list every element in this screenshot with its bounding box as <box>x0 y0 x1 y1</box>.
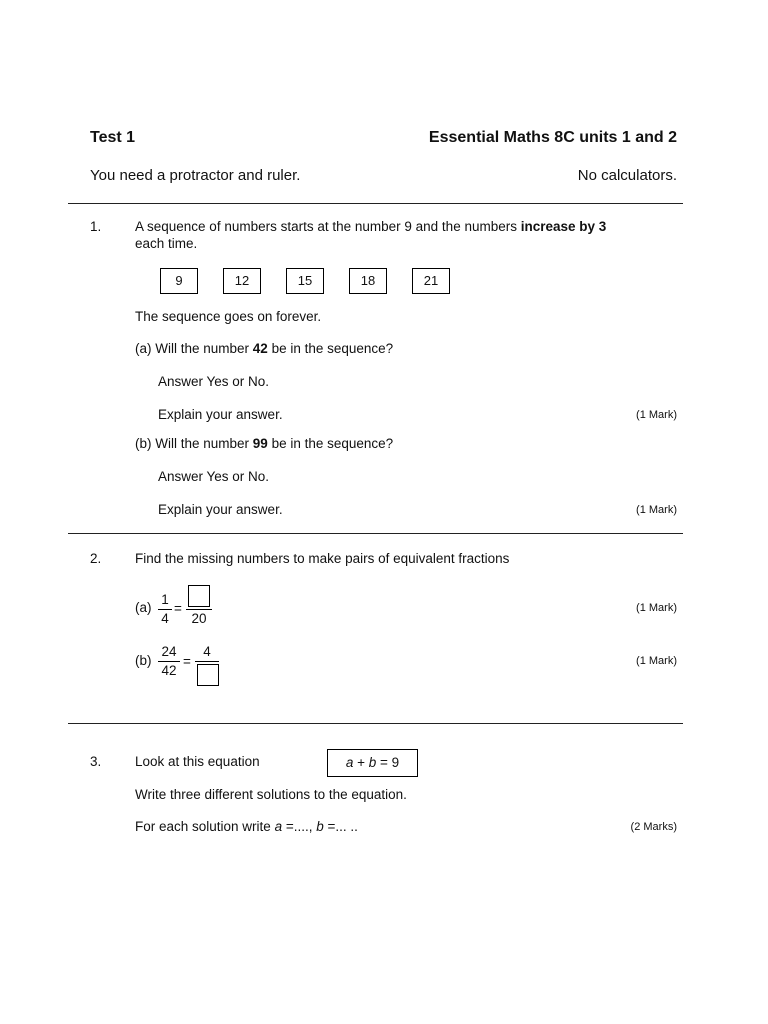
sequence-box: 18 <box>349 268 387 294</box>
mark-label: (1 Mark) <box>636 655 677 667</box>
fraction-numerator: 24 <box>161 644 177 659</box>
bold-text: increase by 3 <box>520 219 607 234</box>
mark-label: (1 Mark) <box>636 504 677 516</box>
fraction-numerator: 4 <box>203 644 211 659</box>
part-b-question <box>135 436 393 451</box>
fraction-denominator: 42 <box>161 663 177 678</box>
sequence-box: 12 <box>223 268 261 294</box>
divider <box>68 533 683 534</box>
instruction <box>135 819 358 834</box>
text-span: =... .. <box>323 819 358 834</box>
variable-b: b <box>316 819 324 834</box>
text-span: (b) Will the number <box>135 436 253 451</box>
bold-text: 42 <box>252 341 268 356</box>
mark-label: (1 Mark) <box>636 602 677 614</box>
fraction-bar <box>158 609 172 610</box>
equals-sign: = <box>183 654 191 669</box>
fraction-denominator: 20 <box>191 611 207 626</box>
fraction-bar <box>186 609 212 610</box>
text-span: be in the sequence? <box>267 436 394 451</box>
variable-a: a <box>274 819 283 834</box>
question-number: 2. <box>90 551 102 566</box>
answer-box[interactable] <box>197 664 219 686</box>
variable-b: b <box>368 755 377 770</box>
sequence-box: 15 <box>286 268 324 294</box>
sequence-box: 9 <box>160 268 198 294</box>
test-title: Test 1 <box>90 129 136 146</box>
explain-instruction: Explain your answer. <box>158 502 283 517</box>
question-text: Look at this equation <box>135 754 260 769</box>
part-a-question <box>135 341 393 356</box>
calculator-note: No calculators. <box>577 167 677 184</box>
mark-label: (2 Marks) <box>630 821 677 833</box>
fraction-bar <box>195 661 219 662</box>
question-number: 3. <box>90 754 102 769</box>
sequence-note: The sequence goes on forever. <box>135 309 322 324</box>
equals-sign: = <box>174 601 182 616</box>
fraction-bar <box>158 661 180 662</box>
part-label: (a) <box>135 600 152 615</box>
equipment-note: You need a protractor and ruler. <box>90 167 301 184</box>
variable-a: a <box>345 755 354 770</box>
answer-instruction: Answer Yes or No. <box>158 469 270 484</box>
text-span: (a) Will the number <box>135 341 253 356</box>
divider <box>68 203 683 204</box>
mark-label: (1 Mark) <box>636 409 677 421</box>
divider <box>68 723 683 724</box>
fraction-denominator: 4 <box>161 611 169 626</box>
instruction: Write three different solutions to the equation. <box>135 787 407 802</box>
answer-instruction: Answer Yes or No. <box>158 374 270 389</box>
text-span: A sequence of numbers starts at the number 9 and the numbers <box>135 219 521 234</box>
explain-instruction: Explain your answer. <box>158 407 283 422</box>
text-span: + <box>353 755 369 770</box>
answer-box[interactable] <box>188 585 210 607</box>
paper-title: Essential Maths 8C units 1 and 2 <box>428 129 677 146</box>
fraction-numerator: 1 <box>161 592 169 607</box>
text-span: For each solution write <box>135 819 275 834</box>
text-span: = 9 <box>376 755 400 770</box>
question-text: Find the missing numbers to make pairs of equivalent fractions <box>135 551 510 566</box>
sequence-box: 21 <box>412 268 450 294</box>
text-span: be in the sequence? <box>267 341 394 356</box>
question-text-line2: each time. <box>135 236 198 251</box>
text-span: =...., <box>282 819 317 834</box>
part-label: (b) <box>135 653 152 668</box>
bold-text: 99 <box>252 436 268 451</box>
question-text <box>135 219 606 234</box>
equation-box <box>327 749 418 777</box>
question-number: 1. <box>90 219 102 234</box>
